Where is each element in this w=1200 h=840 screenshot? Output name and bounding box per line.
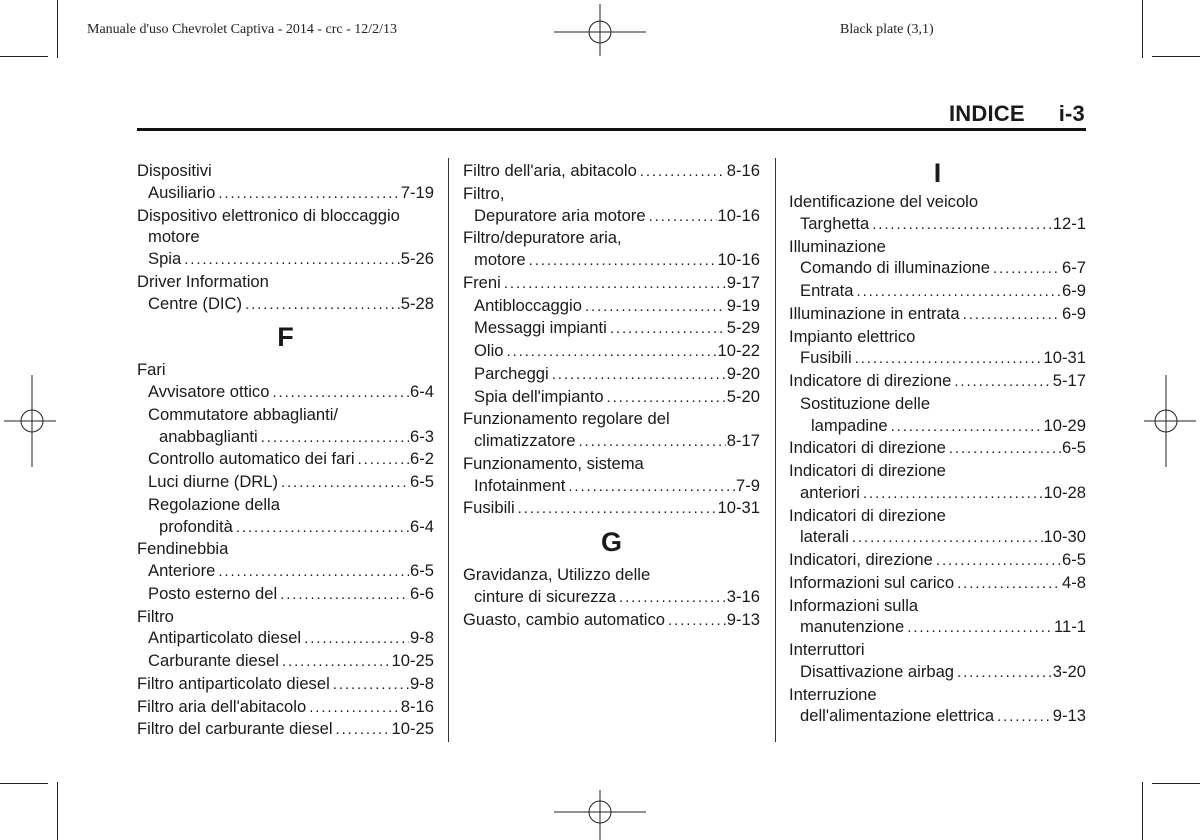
entry-text: laterali — [800, 527, 849, 547]
entry-text: Carburante diesel — [148, 651, 279, 670]
entry-text: Filtro, — [463, 183, 505, 203]
entry-text: Regolazione della — [148, 494, 280, 514]
entry-text: Filtro aria dell'abitacolo — [137, 696, 307, 716]
entry-page-ref: 9-17 — [726, 272, 760, 292]
entry-text: Messaggi impianti — [474, 318, 607, 338]
index-entry — [137, 271, 434, 293]
crop-mark — [1152, 783, 1200, 784]
index-entry — [137, 650, 434, 673]
entry-page-ref: 7-9 — [736, 475, 760, 495]
entry-text: Fari — [137, 360, 166, 380]
entry-text: Filtro dell'aria, abitacolo — [463, 161, 637, 180]
dot-leader — [309, 697, 400, 719]
index-entry — [789, 616, 1086, 639]
index-entry — [137, 182, 434, 205]
entry-text: Identificazione del veicolo — [789, 192, 979, 211]
page-number: i-3 — [1058, 101, 1085, 126]
entry-text: Fusibili — [800, 348, 852, 368]
entry-page-ref: 9-13 — [1052, 706, 1086, 726]
dot-leader — [518, 498, 717, 520]
print-header-right: Black plate (3,1) — [840, 22, 934, 37]
dot-leader — [333, 674, 409, 696]
index-entry — [789, 505, 1086, 527]
index-entry — [137, 226, 434, 248]
index-entry — [137, 606, 434, 628]
index-entry — [789, 326, 1086, 348]
index-entry — [789, 684, 1086, 706]
crop-mark — [0, 56, 48, 57]
section-letter: F — [277, 322, 294, 353]
entry-page-ref: 3-20 — [1052, 661, 1086, 681]
entry-page-ref: 10-28 — [1043, 482, 1086, 502]
index-entry — [137, 359, 434, 381]
entry-text: Fusibili — [463, 498, 515, 518]
index-column-2 — [463, 160, 760, 631]
entry-page-ref: 11-1 — [1054, 617, 1086, 637]
index-entry — [137, 381, 434, 404]
dot-leader — [957, 573, 1061, 595]
index-entry — [463, 586, 760, 609]
entry-text: Antiparticolato diesel — [148, 628, 302, 648]
entry-page-ref: 10-30 — [1043, 527, 1086, 547]
dot-leader — [336, 719, 391, 741]
entry-text: Indicatori di direzione — [789, 505, 946, 525]
index-entry — [789, 482, 1086, 505]
entry-text: anteriori — [800, 482, 860, 502]
entry-page-ref: 9-8 — [410, 673, 434, 693]
entry-text: Depuratore aria motore — [474, 205, 646, 225]
dot-leader — [855, 348, 1043, 370]
index-entry — [463, 227, 760, 249]
entry-page-ref: 10-25 — [391, 651, 434, 670]
dot-leader — [668, 610, 726, 632]
entry-text: Targhetta — [800, 213, 870, 233]
entry-page-ref: 10-31 — [717, 498, 760, 518]
entry-page-ref: 5-28 — [400, 293, 434, 313]
entry-text: Indicatore di direzione — [789, 371, 952, 390]
crop-mark — [0, 783, 48, 784]
entry-page-ref: 10-16 — [717, 205, 760, 225]
index-entry — [137, 718, 434, 741]
entry-text: Avvisatore ottico — [148, 382, 270, 401]
entry-page-ref: 3-16 — [726, 586, 760, 606]
crop-mark — [57, 782, 58, 840]
dot-leader — [997, 706, 1052, 728]
section-title: INDICE — [948, 101, 1025, 126]
dot-leader — [610, 318, 726, 340]
dot-leader — [963, 304, 1061, 326]
registration-mark-icon — [554, 4, 646, 56]
index-entry — [137, 426, 434, 449]
dot-leader — [852, 527, 1043, 549]
dot-leader — [236, 517, 409, 539]
entry-text: Olio — [474, 341, 504, 360]
entry-text: Ausiliario — [148, 182, 216, 202]
entry-page-ref: 9-20 — [726, 363, 760, 383]
index-entry — [789, 572, 1086, 595]
column-divider — [448, 158, 449, 742]
index-entry — [789, 280, 1086, 303]
entry-page-ref: 4-8 — [1062, 572, 1086, 592]
dot-leader — [282, 651, 391, 673]
dot-leader — [649, 206, 717, 228]
entry-text: Infotainment — [474, 475, 566, 495]
entry-text: Guasto, cambio automatico — [463, 609, 665, 629]
entry-page-ref: 10-25 — [391, 719, 434, 739]
entry-text: Entrata — [800, 281, 854, 300]
dot-leader — [936, 550, 1061, 572]
entry-text: Commutatore abbaglianti/ — [148, 404, 339, 424]
crop-mark — [1152, 56, 1200, 57]
entry-page-ref: 7-19 — [400, 182, 434, 202]
index-entry — [137, 494, 434, 516]
entry-text: Spia dell'impianto — [474, 386, 604, 406]
crop-mark — [1142, 782, 1143, 840]
entry-page-ref: 6-4 — [410, 516, 434, 536]
dot-leader — [184, 249, 400, 271]
index-entry — [463, 272, 760, 295]
index-entry — [463, 386, 760, 409]
index-entry — [137, 627, 434, 650]
index-entry — [137, 248, 434, 271]
dot-leader — [529, 250, 717, 272]
registration-mark-icon — [1144, 375, 1196, 467]
index-entry — [789, 415, 1086, 438]
entry-text: Posto esterno del — [148, 583, 278, 603]
entry-page-ref: 10-22 — [717, 341, 760, 360]
entry-text: Funzionamento regolare del — [463, 409, 670, 429]
entry-page-ref: 6-4 — [410, 382, 434, 401]
entry-page-ref: 6-5 — [1062, 550, 1086, 569]
entry-page-ref: 6-9 — [1062, 281, 1086, 300]
entry-text: motore — [474, 250, 526, 269]
index-entry — [789, 393, 1086, 415]
entry-text: Informazioni sul carico — [789, 572, 955, 592]
index-entry — [463, 205, 760, 228]
dot-leader — [281, 472, 409, 494]
index-entry — [463, 363, 760, 386]
registration-mark-icon — [554, 790, 646, 840]
print-header-left: Manuale d'uso Chevrolet Captiva - 2014 - crc - 12/2/13 — [87, 22, 398, 37]
index-entry — [789, 257, 1086, 280]
entry-page-ref: 8-17 — [726, 431, 760, 450]
entry-text: Informazioni sulla — [789, 595, 919, 615]
page-title — [949, 101, 1085, 127]
dot-leader — [857, 281, 1062, 303]
entry-text: Dispositivo elettronico di bloccaggio — [137, 205, 400, 225]
dot-leader — [218, 183, 399, 205]
entry-text: Indicatori di direzione — [789, 438, 946, 458]
entry-text: Filtro antiparticolato diesel — [137, 673, 330, 693]
dot-leader — [949, 438, 1061, 460]
dot-leader — [504, 273, 726, 295]
entry-text: Interruttori — [789, 640, 865, 659]
dot-leader — [578, 431, 725, 453]
entry-page-ref: 10-31 — [1043, 348, 1086, 368]
entry-page-ref: 6-6 — [410, 583, 434, 603]
dot-leader — [245, 294, 400, 316]
registration-mark-icon — [4, 375, 56, 467]
entry-page-ref: 5-20 — [726, 386, 760, 406]
dot-leader — [640, 161, 726, 183]
dot-leader — [607, 387, 726, 409]
entry-page-ref: 8-16 — [726, 161, 760, 180]
entry-text: Gravidanza, Utilizzo delle — [463, 565, 651, 584]
entry-page-ref: 12-1 — [1052, 213, 1086, 233]
dot-leader — [304, 628, 409, 650]
entry-text: Luci diurne (DRL) — [148, 472, 279, 491]
index-entry — [463, 295, 760, 318]
entry-text: Spia — [148, 249, 182, 268]
entry-text: motore — [148, 227, 200, 247]
crop-mark — [57, 0, 58, 58]
dot-leader — [954, 371, 1051, 393]
dot-leader — [619, 587, 726, 609]
entry-page-ref: 10-16 — [717, 250, 760, 269]
index-entry — [137, 583, 434, 606]
index-entry — [137, 471, 434, 494]
entry-page-ref: 6-3 — [410, 426, 434, 446]
index-entry — [137, 516, 434, 539]
entry-text: Disattivazione airbag — [800, 661, 955, 681]
index-entry — [463, 430, 760, 453]
dot-leader — [907, 617, 1053, 639]
entry-text: anabbaglianti — [159, 426, 258, 446]
entry-page-ref: 6-9 — [1062, 303, 1086, 323]
dot-leader — [993, 258, 1061, 280]
index-entry — [463, 408, 760, 430]
entry-text: Interruzione — [789, 684, 877, 704]
title-rule — [137, 128, 1086, 131]
index-column-1 — [137, 160, 434, 741]
entry-page-ref: 9-13 — [726, 609, 760, 629]
entry-text: Sostituzione delle — [800, 393, 931, 413]
index-entry — [463, 475, 760, 498]
entry-text: Fendinebbia — [137, 539, 229, 559]
entry-text: Indicatori, direzione — [789, 550, 933, 569]
index-entry — [137, 560, 434, 583]
index-entry — [463, 317, 760, 340]
entry-text: dell'alimentazione elettrica — [800, 706, 995, 726]
index-entry — [789, 639, 1086, 661]
entry-page-ref: 10-29 — [1043, 415, 1086, 435]
index-entry — [463, 609, 760, 632]
entry-text: Illuminazione — [789, 236, 886, 256]
entry-page-ref: 6-2 — [410, 449, 434, 469]
dot-leader — [552, 364, 726, 386]
dot-leader — [218, 561, 409, 583]
dot-leader — [891, 416, 1043, 438]
dot-leader — [280, 584, 409, 606]
index-entry — [137, 404, 434, 426]
index-entry — [789, 191, 1086, 213]
dot-leader — [261, 427, 409, 449]
entry-page-ref: 9-8 — [410, 628, 434, 648]
entry-text: Comando di illuminazione — [800, 258, 991, 278]
index-entry — [789, 347, 1086, 370]
entry-page-ref: 6-5 — [410, 561, 434, 580]
entry-text: profondità — [159, 516, 233, 536]
index-entry — [463, 249, 760, 272]
dot-leader — [957, 662, 1052, 684]
index-entry — [463, 160, 760, 183]
index-entry — [789, 437, 1086, 460]
dot-leader — [863, 483, 1043, 505]
index-entry — [137, 205, 434, 227]
dot-leader — [358, 449, 409, 471]
entry-text: Driver Information — [137, 271, 269, 291]
entry-text: Parcheggi — [474, 363, 549, 383]
index-entry — [789, 595, 1086, 617]
entry-page-ref: 9-19 — [726, 295, 760, 315]
index-entry — [789, 236, 1086, 258]
dot-leader — [872, 214, 1052, 236]
entry-text: Dispositivi — [137, 161, 212, 180]
dot-leader — [507, 341, 717, 363]
index-entry — [137, 160, 434, 182]
index-entry — [789, 460, 1086, 482]
section-letter: G — [600, 527, 622, 557]
index-entry — [789, 303, 1086, 326]
index-entry — [137, 538, 434, 560]
entry-text: Anteriore — [148, 561, 216, 580]
entry-page-ref: 5-26 — [400, 249, 434, 268]
entry-text: lampadine — [811, 415, 888, 435]
index-entry — [463, 183, 760, 205]
entry-page-ref: 8-16 — [400, 696, 434, 716]
entry-text: Indicatori di direzione — [789, 461, 946, 480]
index-entry — [789, 526, 1086, 549]
dot-leader — [585, 296, 726, 318]
section-letter: I — [933, 158, 942, 188]
index-entry — [789, 370, 1086, 393]
entry-page-ref: 5-17 — [1052, 371, 1086, 390]
entry-text: Antibloccaggio — [474, 295, 582, 315]
index-entry — [463, 453, 760, 475]
index-entry — [137, 293, 434, 316]
entry-text: Impianto elettrico — [789, 326, 916, 346]
entry-page-ref: 5-29 — [726, 318, 760, 338]
entry-text: Centre (DIC) — [148, 293, 243, 313]
entry-text: manutenzione — [800, 617, 905, 637]
entry-text: Filtro del carburante diesel — [137, 719, 333, 739]
entry-page-ref: 6-5 — [410, 472, 434, 491]
entry-text: Controllo automatico dei fari — [148, 449, 355, 469]
index-entry — [137, 673, 434, 696]
entry-text: climatizzatore — [474, 431, 576, 450]
index-entry — [463, 564, 760, 586]
index-entry — [463, 340, 760, 363]
entry-page-ref: 6-7 — [1062, 258, 1086, 278]
index-entry — [789, 705, 1086, 728]
dot-leader — [272, 382, 409, 404]
index-entry — [137, 448, 434, 471]
crop-mark — [1142, 0, 1143, 58]
entry-text: Illuminazione in entrata — [789, 303, 960, 323]
entry-text: Funzionamento, sistema — [463, 453, 644, 473]
entry-text: Filtro/depuratore aria, — [463, 228, 622, 248]
index-entry — [463, 497, 760, 520]
dot-leader — [568, 476, 735, 498]
index-entry — [789, 661, 1086, 684]
entry-page-ref: 6-5 — [1062, 438, 1086, 458]
entry-text: Freni — [463, 272, 501, 292]
index-column-3 — [789, 160, 1086, 728]
index-entry — [137, 696, 434, 719]
index-entry — [789, 213, 1086, 236]
column-divider — [775, 158, 776, 742]
entry-text: Filtro — [137, 606, 174, 626]
entry-text: cinture di sicurezza — [474, 586, 617, 606]
index-entry — [789, 549, 1086, 572]
